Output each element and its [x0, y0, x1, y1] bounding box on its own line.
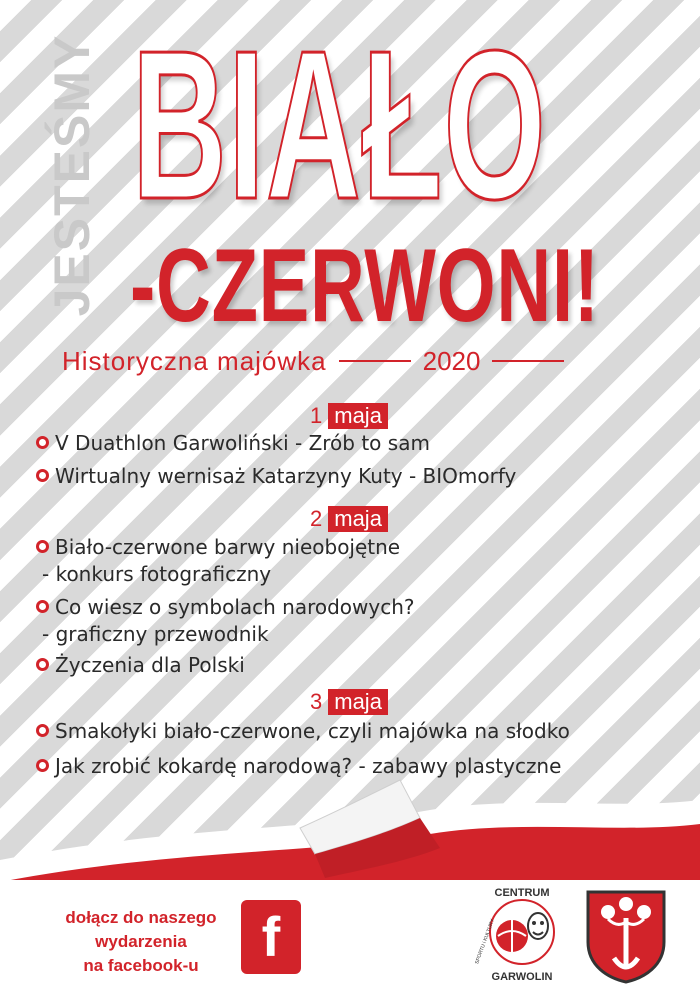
event-item [36, 430, 686, 457]
title-line-2: -CZERWONI! [130, 228, 600, 344]
bullet-icon [36, 724, 49, 737]
facebook-invite-line: wydarzenia [95, 932, 187, 951]
vertical-word [40, 22, 104, 327]
event-text-continuation: - graficzny przewodnik [42, 622, 269, 646]
facebook-invite [36, 906, 246, 978]
logo-left-text: SPORTU i KULTURY [474, 918, 497, 966]
day-month-badge: maja [328, 689, 388, 715]
subtitle-divider [339, 360, 411, 362]
event-text: Wirtualny wernisaż Katarzyny Kuty - BIOmorfy [55, 464, 517, 488]
event-text: V Duathlon Garwoliński - Zrób to sam [55, 431, 430, 455]
bullet-icon [36, 658, 49, 671]
day-heading-3 [310, 689, 388, 715]
event-text: Co wiesz o symbolach narodowych? [55, 595, 415, 619]
day-number: 3 [310, 689, 323, 714]
facebook-icon[interactable] [241, 900, 301, 974]
title-line-1: BIAŁO [132, 6, 548, 243]
facebook-glyph: f [261, 905, 281, 968]
subtitle-divider-right [492, 360, 564, 362]
facebook-invite-line: na facebook-u [83, 956, 199, 975]
flag-ribbon [0, 770, 700, 885]
event-text: Biało-czerwone barwy nieobojętne [55, 535, 401, 559]
vertical-word-text: JESTEŚMY [44, 33, 100, 316]
day-number: 2 [310, 506, 323, 531]
event-item [36, 718, 686, 745]
event-text-continuation: - konkurs fotograficzny [42, 562, 272, 586]
bullet-icon [36, 600, 49, 613]
day-month-badge: maja [328, 403, 388, 429]
bullet-icon [36, 540, 49, 553]
event-text: Smakołyki biało-czerwone, czyli majówka na słodko [55, 719, 570, 743]
facebook-invite-line: dołącz do naszego [65, 908, 217, 927]
event-text: Jak zrobić kokardę narodową? - zabawy plastyczne [55, 754, 562, 778]
day-number: 1 [310, 403, 323, 428]
event-item [36, 463, 686, 490]
event-text: Życzenia dla Polski [55, 653, 245, 677]
day-month-badge: maja [328, 506, 388, 532]
centrum-logo [474, 882, 570, 984]
subtitle-row [62, 344, 642, 378]
logo-top-text: CENTRUM [494, 887, 550, 899]
day-heading-1 [310, 403, 388, 429]
subtitle-year: 2020 [422, 345, 481, 376]
bullet-icon [36, 469, 49, 482]
coat-of-arms-icon [584, 888, 668, 984]
logo-bottom-text: GARWOLIN [491, 971, 553, 983]
bullet-icon [36, 436, 49, 449]
event-item [36, 534, 686, 588]
day-heading-2 [310, 506, 388, 532]
event-item [36, 652, 686, 679]
event-item [36, 594, 686, 648]
subtitle-text: Historyczna majówka [62, 345, 327, 376]
